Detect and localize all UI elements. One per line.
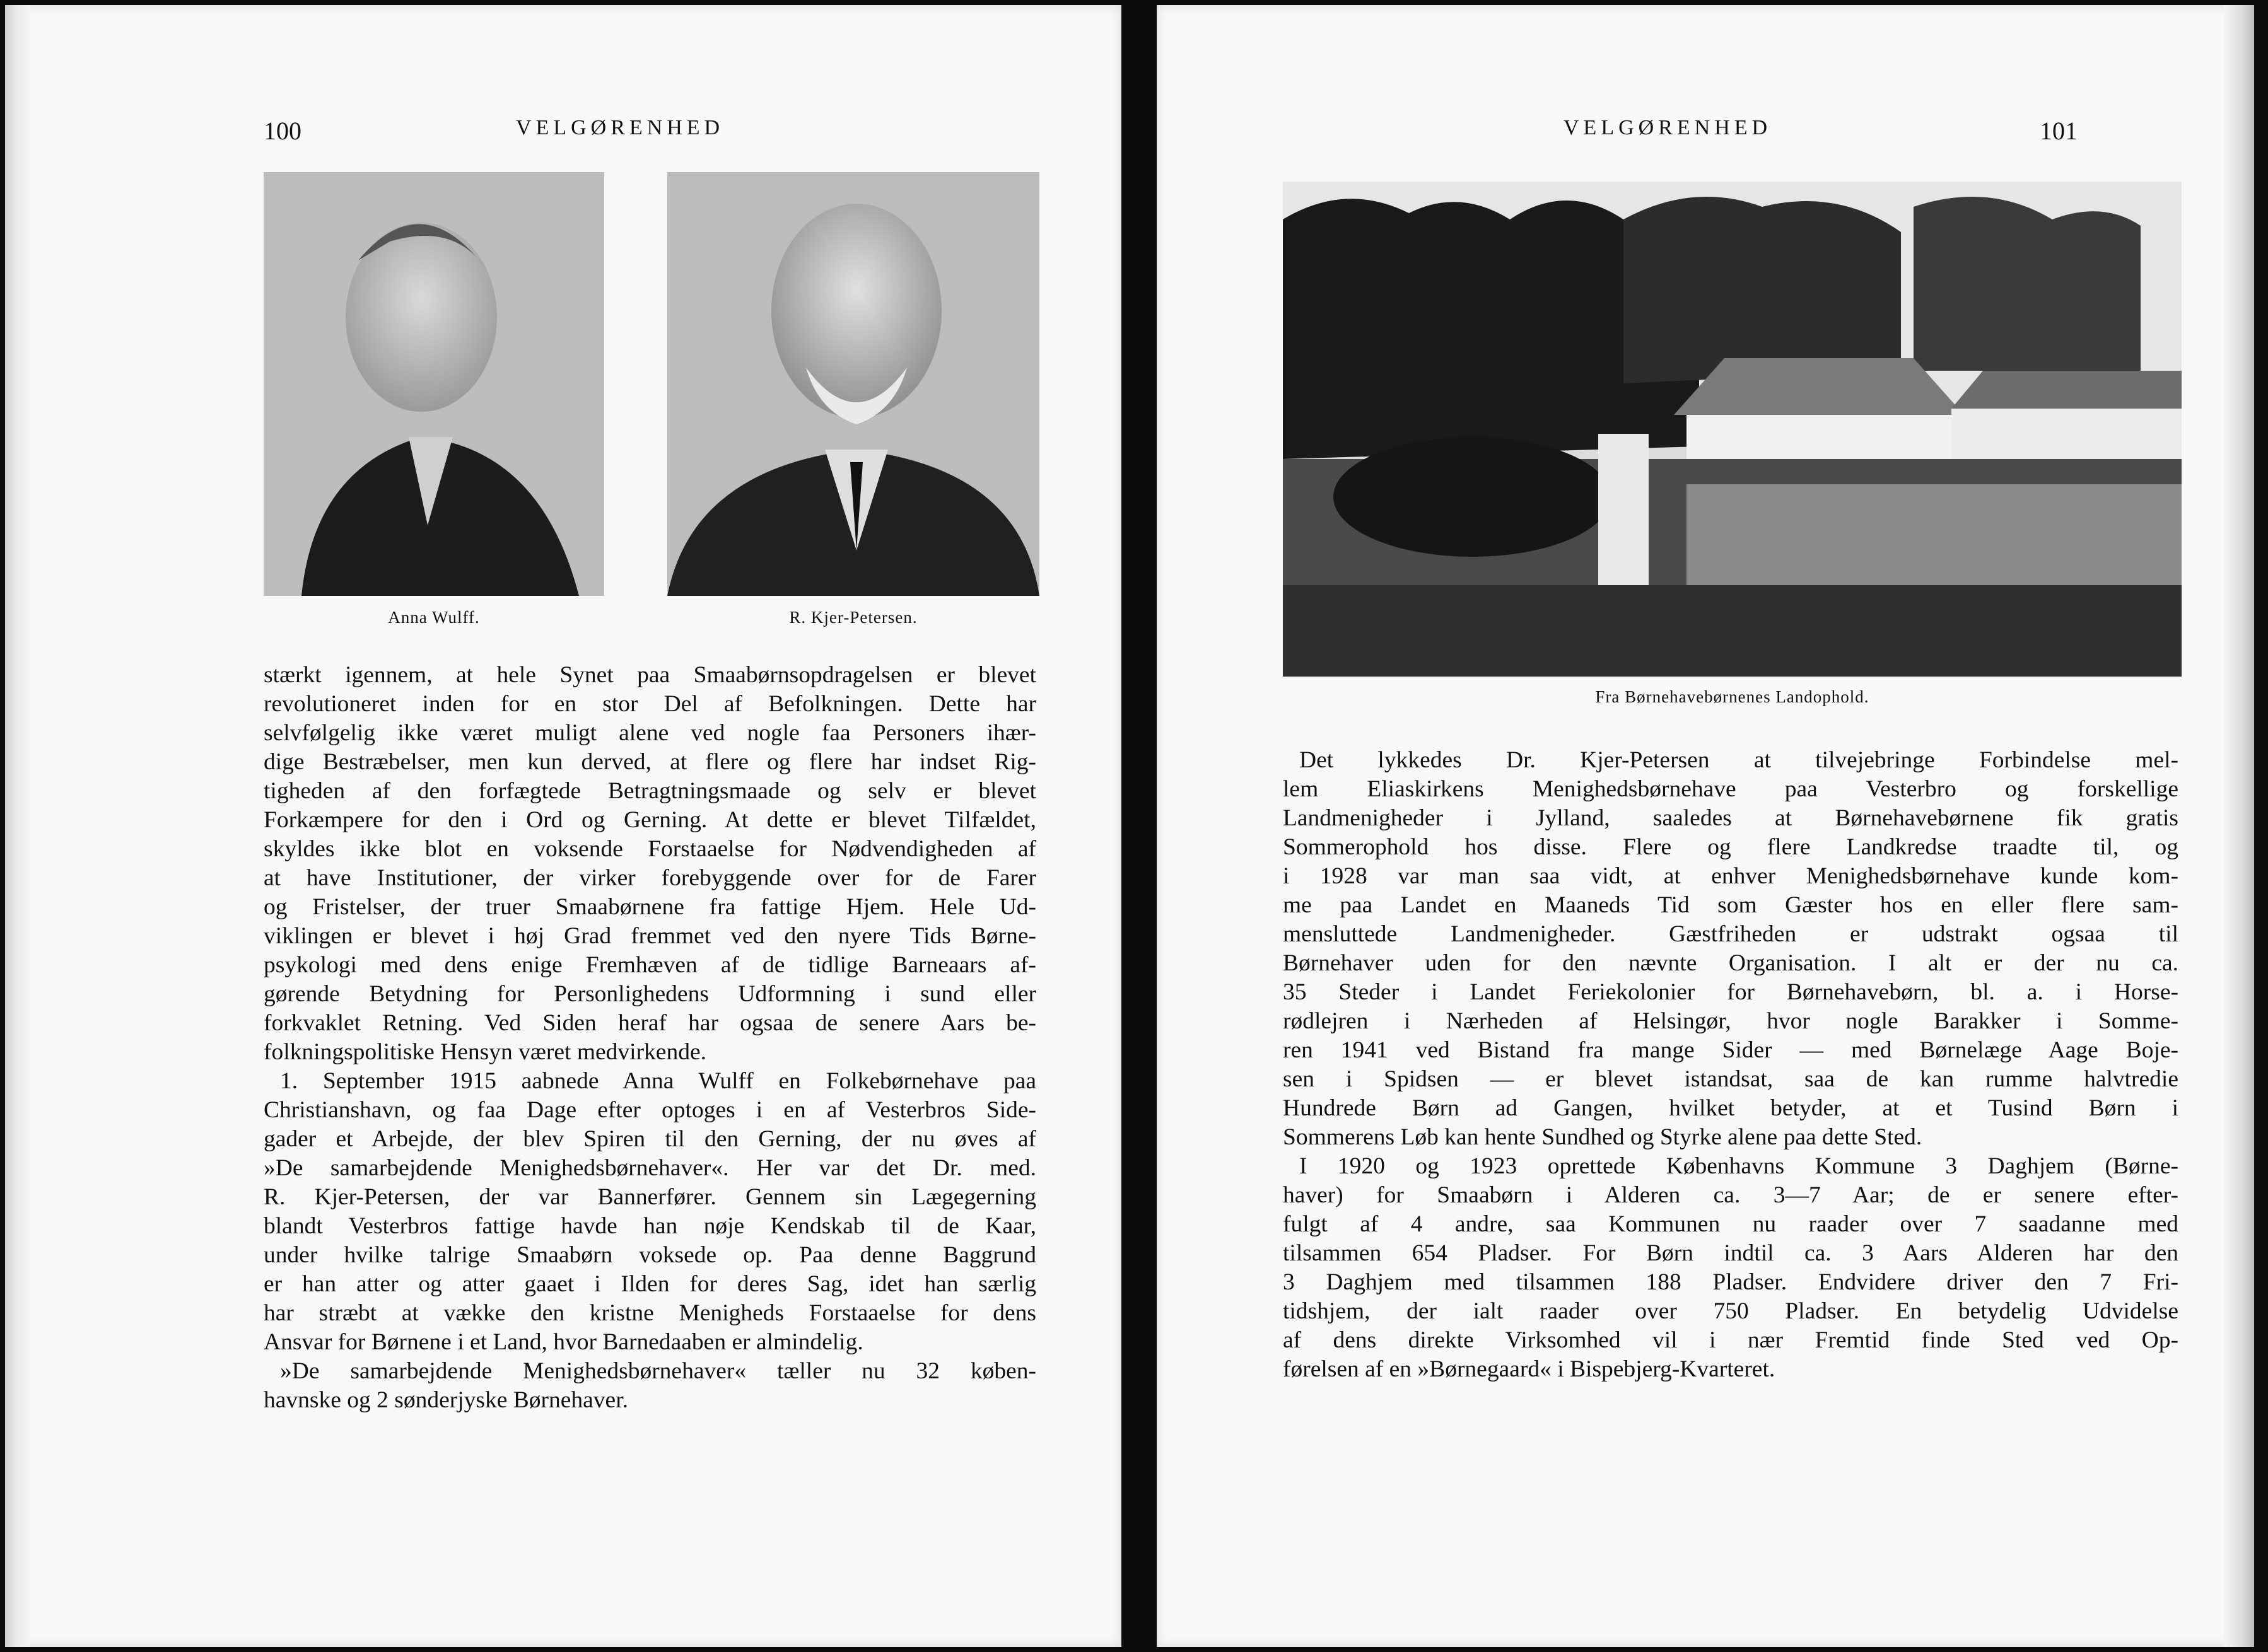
text-line: tigheden af den forfægtede Betragtningsmaade og selv er blevet [264,778,1036,804]
text-line: haver) for Smaabørn i Alderen ca. 3—7 Aar; de er senere efter- [1283,1182,2178,1208]
text-line: me paa Landet en Maaneds Tid som Gæster hos en eller flere sam- [1283,892,2178,918]
text-line: og Fristelser, der truer Smaabørnene fra fattige Hjem. Hele Ud- [264,894,1036,920]
running-head: VELGØRENHED [1564,116,1772,139]
body-text [264,661,1036,1415]
text-line: mensluttede Landmenigheder. Gæstfriheden er udstrakt ogsaa til [1283,921,2178,947]
text-line: Ansvar for Børnene i et Land, hvor Barnedaaben er almindelig. [264,1329,863,1355]
text-line: Sommerophold hos disse. Flere og flere Landkredse traadte til, og [1283,834,2178,860]
text-line: folkningspolitiske Hensyn været medvirkende. [264,1039,706,1065]
text-line: af dens direkte Virksomhed vil i nær Fremtid finde Sted ved Op- [1283,1327,2178,1353]
text-line: 35 Steder i Landet Feriekolonier for Børnehavebørn, bl. a. i Horse- [1283,979,2178,1005]
page-edge [5,5,30,1647]
running-head: VELGØRENHED [516,116,725,139]
text-line: »De samarbejdende Menighedsbørnehaver« tæller nu 32 køben- [280,1358,1036,1384]
text-line: ren 1941 ved Bistand fra mange Sider — med Børnelæge Aage Boje- [1283,1037,2178,1063]
text-line: Christianshavn, og faa Dage efter optoges i en af Vesterbros Side- [264,1097,1036,1123]
text-line: viklingen er blevet i høj Grad fremmet ved den nyere Tids Børne- [264,923,1036,949]
text-line: blandt Vesterbros fattige havde han nøje Kendskab til de Kaar, [264,1213,1036,1239]
text-line: psykologi med dens enige Fremhæven af de tidlige Barneaars af- [264,952,1036,978]
text-line: fulgt af 4 andre, saa Kommunen nu raader over 7 saadanne med [1283,1211,2178,1237]
text-line: Hundrede Børn ad Gangen, hvilket betyder, at et Tusind Børn i [1283,1095,2178,1121]
text-line: R. Kjer-Petersen, der var Bannerfører. Gennem sin Lægegerning [264,1184,1036,1210]
text-line: Det lykkedes Dr. Kjer-Petersen at tilvejebringe Forbindelse mel- [1299,747,2178,773]
left-page [5,5,1121,1647]
text-line: forkvaklet Retning. Ved Siden heraf har ogsaa de senere Aars be- [264,1010,1036,1036]
text-line: dige Bestræbelser, men kun derved, at flere og flere har indset Rig- [264,749,1036,775]
text-line: førelsen af en »Børnegaard« i Bispebjerg-Kvarteret. [1283,1356,1775,1382]
right-page [1157,5,2254,1647]
text-line: rødlejren i Nærheden af Helsingør, hvor nogle Barakker i Somme- [1283,1008,2178,1034]
text-line: havnske og 2 sønderjyske Børnehaver. [264,1387,628,1413]
text-line: »De samarbejdende Menighedsbørnehaver«. Her var det Dr. med. [264,1155,1036,1181]
page-edge [2224,5,2254,1647]
photo-caption: Anna Wulff. [388,608,480,627]
text-line: gader et Arbejde, der blev Spiren til den Gerning, der nu øves af [264,1126,1036,1152]
text-line: er han atter og atter gaaet i Ilden for deres Sag, idet han særlig [264,1271,1036,1297]
text-line: Forkæmpere for den i Ord og Gerning. At dette er blevet Tilfældet, [264,807,1036,833]
text-line: stærkt igennem, at hele Synet paa Smaabørnsopdragelsen er blevet [264,662,1036,688]
text-line: I 1920 og 1923 oprettede Københavns Kommune 3 Daghjem (Børne- [1299,1153,2178,1179]
text-line: revolutioneret inden for en stor Del af Befolkningen. Dette har [264,691,1036,717]
portrait-photo-anna-wulff [264,172,604,596]
photo-caption: R. Kjer-Petersen. [789,608,918,627]
text-line: tidshjem, der ialt raader over 750 Pladser. En betydelig Udvidelse [1283,1298,2178,1324]
text-line: sen i Spidsen — er blevet istandsat, saa de kan rumme halvtredie [1283,1066,2178,1092]
text-line: Børnehaver uden for den nævnte Organisation. I alt er der nu ca. [1283,950,2178,976]
text-line: at have Institutioner, der virker forebyggende over for de Farer [264,865,1036,891]
text-line: gørende Betydning for Personlighedens Udformning i sund eller [264,981,1036,1007]
photo-caption: Fra Børnehavebørnenes Landophold. [1595,687,1869,706]
text-line: har stræbt at vække den kristne Menigheds Forstaaelse for dens [264,1300,1036,1326]
text-line: i 1928 var man saa vidt, at enhver Menighedsbørnehave kunde kom- [1283,863,2178,889]
text-line: 1. September 1915 aabnede Anna Wulff en Folkebørnehave paa [280,1068,1036,1094]
text-line: 3 Daghjem med tilsammen 188 Pladser. Endvidere driver den 7 Fri- [1283,1269,2178,1295]
text-line: Sommerens Løb kan hente Sundhed og Styrke alene paa dette Sted. [1283,1124,1922,1150]
text-line: skyldes ikke blot en voksende Forstaaelse for Nødvendigheden af [264,836,1036,862]
text-line: under hvilke talrige Smaabørn voksede op. Paa denne Baggrund [264,1242,1036,1268]
page-number: 101 [2040,117,2078,145]
text-line: tilsammen 654 Pladser. For Børn indtil ca. 3 Aars Alderen har den [1283,1240,2178,1266]
portrait-photo-kjer-petersen [667,172,1039,596]
text-line: selvfølgelig ikke været muligt alene ved nogle faa Personers ihær- [264,720,1036,746]
text-line: Landmenigheder i Jylland, saaledes at Børnehavebørnene fik gratis [1283,805,2178,831]
landscape-photo-children-farm [1283,182,2182,677]
body-text [1283,746,2178,1384]
text-line: lem Eliaskirkens Menighedsbørnehave paa Vesterbro og forskellige [1283,776,2178,802]
page-number: 100 [264,117,301,145]
